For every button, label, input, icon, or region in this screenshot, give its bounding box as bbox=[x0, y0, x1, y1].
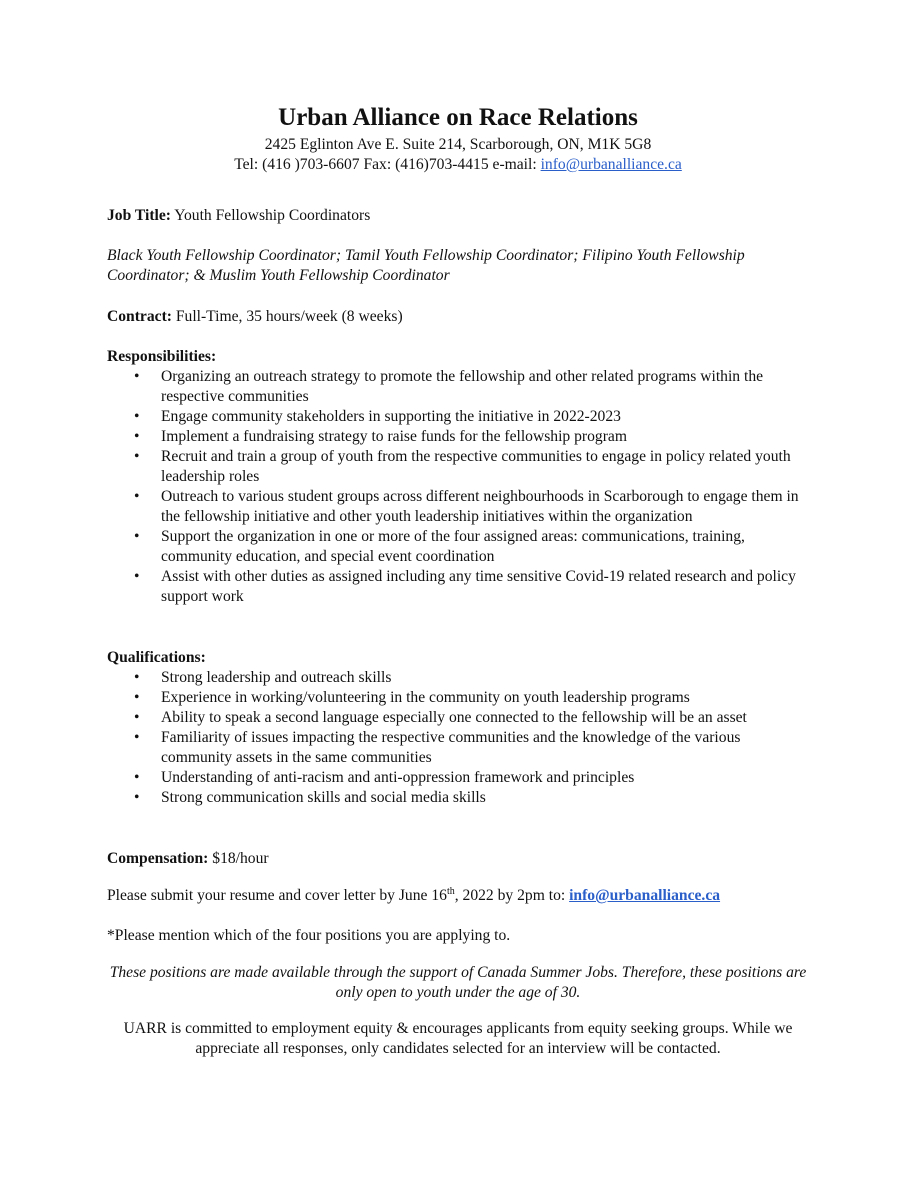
contract-value: Full-Time, 35 hours/week (8 weeks) bbox=[171, 308, 403, 325]
list-item: • Understanding of anti-racism and anti-oppression framework and principles bbox=[107, 768, 809, 788]
list-item: • Support the organization in one or more of the four assigned areas: communications, training, community education, and special event coordination bbox=[107, 527, 809, 567]
responsibilities-heading: Responsibilities: bbox=[107, 348, 217, 365]
list-item: • Implement a fundraising strategy to raise funds for the fellowship program bbox=[107, 427, 809, 447]
funding-note: These positions are made available through the support of Canada Summer Jobs. Therefore, these positions are only open to youth under the age of 30. bbox=[109, 964, 807, 1001]
list-item: • Organizing an outreach strategy to promote the fellowship and other related programs within the respective communities bbox=[107, 367, 809, 407]
list-item: • Outreach to various student groups across different neighbourhoods in Scarborough to engage them in the fellowship initiative and other youth leadership initiatives within the organization bbox=[107, 487, 809, 527]
submit-text: Please submit your resume and cover letter by June 16 bbox=[107, 887, 447, 904]
job-title-label: Job Title: bbox=[107, 207, 171, 224]
date-superscript: th bbox=[446, 885, 455, 897]
list-item: • Familiarity of issues impacting the respective communities and the knowledge of the various community assets in the same communities bbox=[107, 728, 809, 768]
job-title-line bbox=[107, 206, 809, 226]
list-item: • Strong leadership and outreach skills bbox=[107, 668, 809, 688]
header-email-link[interactable]: info@urbanalliance.ca bbox=[540, 156, 682, 173]
responsibilities-list bbox=[107, 367, 809, 607]
submit-instructions bbox=[107, 886, 809, 906]
org-contact-line bbox=[107, 155, 809, 175]
list-item: • Recruit and train a group of youth from the respective communities to engage in policy related youth leadership roles bbox=[107, 447, 809, 487]
contact-numbers: Tel: (416 )703-6607 Fax: (416)703-4415 e-mail: bbox=[234, 156, 541, 173]
job-title-value: Youth Fellowship Coordinators bbox=[170, 207, 371, 224]
compensation-label: Compensation: bbox=[107, 850, 209, 867]
submit-text-after: , 2022 by 2pm to: bbox=[454, 887, 570, 904]
compensation-value: $18/hour bbox=[208, 850, 269, 867]
org-address: 2425 Eglinton Ave E. Suite 214, Scarborough, ON, M1K 5G8 bbox=[264, 136, 652, 153]
qualifications-list bbox=[107, 668, 809, 808]
contract-line bbox=[107, 307, 809, 327]
submit-email-link[interactable]: info@urbanalliance.ca bbox=[569, 887, 721, 904]
contract-label: Contract: bbox=[107, 308, 172, 325]
list-item: • Experience in working/volunteering in the community on youth leadership programs bbox=[107, 688, 809, 708]
list-item: • Assist with other duties as assigned including any time sensitive Covid-19 related research and policy support work bbox=[107, 567, 809, 607]
equity-statement: UARR is committed to employment equity & encourages applicants from equity seeking groups. While we appreciate all responses, only candidates selected for an interview will be contacted. bbox=[123, 1020, 793, 1057]
org-title: Urban Alliance on Race Relations bbox=[278, 104, 638, 131]
position-note: *Please mention which of the four positions you are applying to. bbox=[107, 927, 511, 944]
qualifications-heading: Qualifications: bbox=[107, 649, 206, 666]
list-item: • Strong communication skills and social media skills bbox=[107, 788, 809, 808]
positions-list: Black Youth Fellowship Coordinator; Tamil Youth Fellowship Coordinator; Filipino Youth Fellowship Coordinator; & Muslim Youth Fellowship Coordinator bbox=[107, 247, 745, 284]
compensation-line bbox=[107, 849, 809, 869]
list-item: • Ability to speak a second language especially one connected to the fellowship will be an asset bbox=[107, 708, 809, 728]
list-item: • Engage community stakeholders in supporting the initiative in 2022-2023 bbox=[107, 407, 809, 427]
